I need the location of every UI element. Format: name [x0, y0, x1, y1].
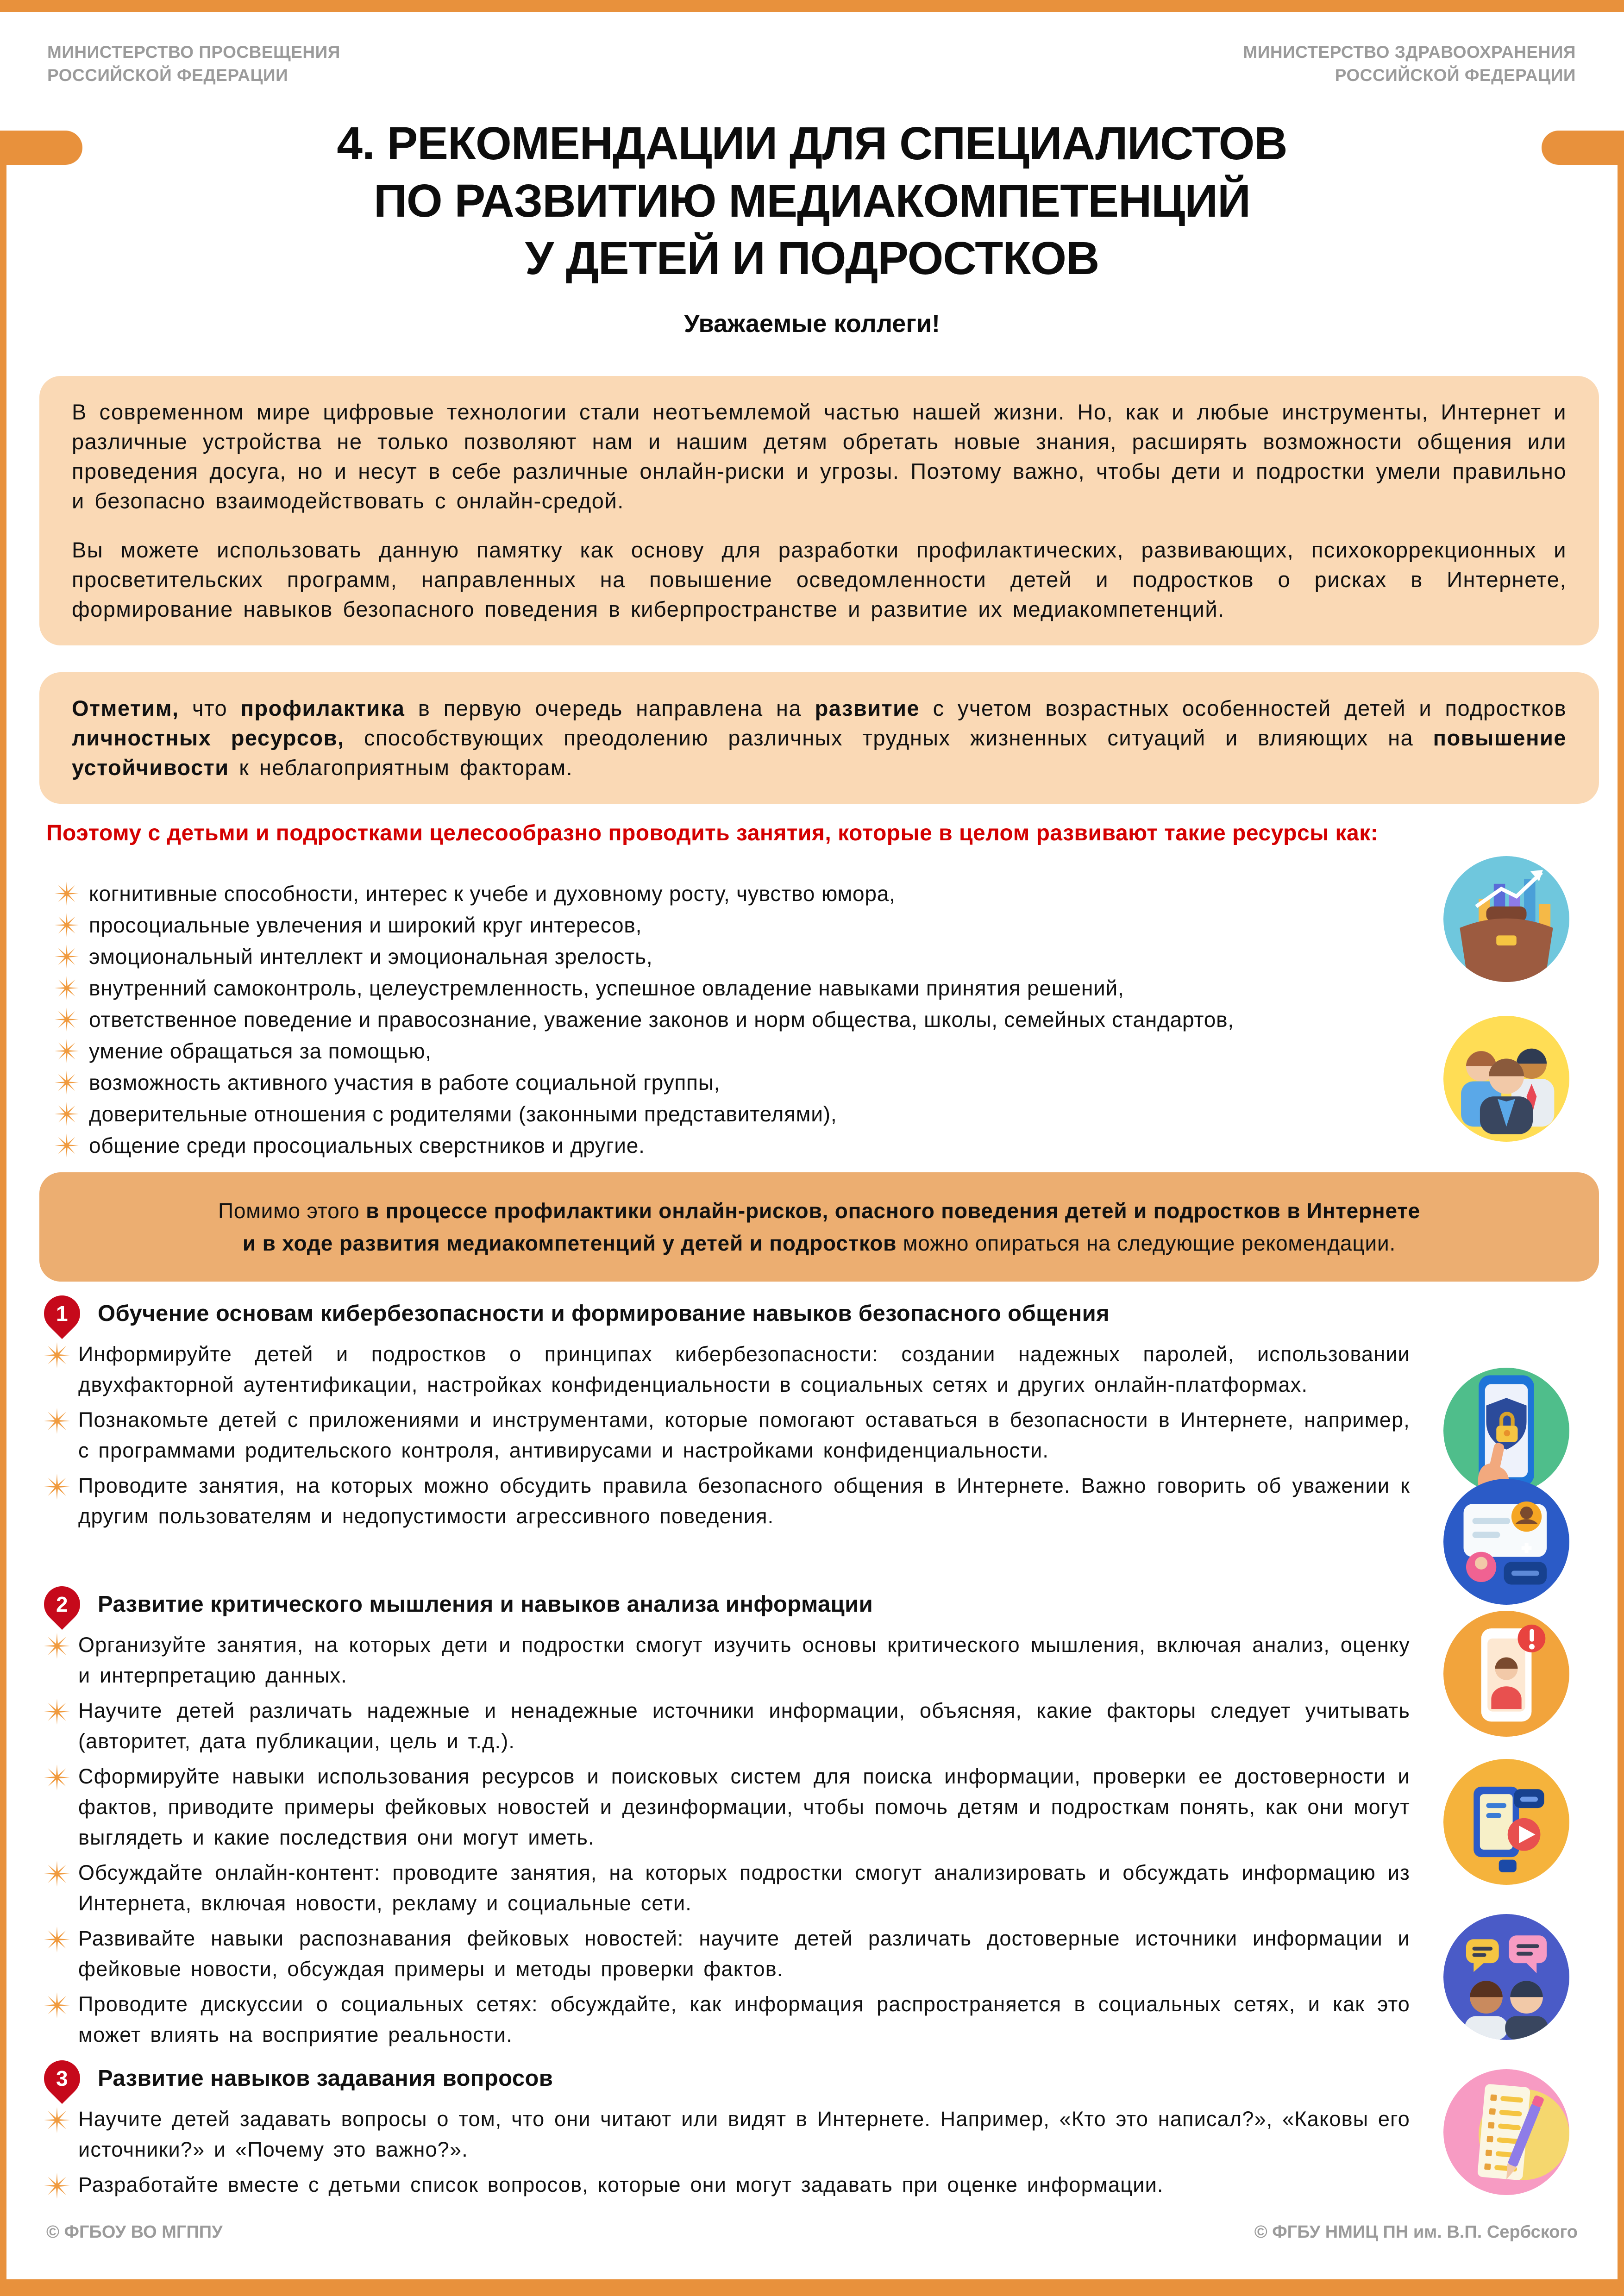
list-item: [44, 1923, 1410, 1984]
list-item-text: когнитивные способности, интерес к учебе и духовному росту, чувство юмора,: [89, 882, 896, 906]
list-item-text: Познакомьте детей с приложениями и инструментами, которые помогают оставаться в безопасности в Интернете, например, с программами родительского контроля, антивирусами и настройками конфиденциальности.: [78, 1408, 1410, 1462]
section-3-badge: 3: [37, 2053, 88, 2104]
bottom-frame-bar: [0, 2279, 1624, 2296]
list-item-text: эмоциональный интеллект и эмоциональная зрелость,: [89, 945, 653, 969]
resources-list: [55, 878, 1398, 1161]
ministry-of-health-label: [1243, 41, 1576, 87]
resources-heading: Поэтому с детьми и подростками целесообразно проводить занятия, которые в целом развивают такие ресурсы как:: [46, 821, 1379, 845]
list-item-text: Информируйте детей и подростков о принципах кибербезопасности: создании надежных паролей, использовании двухфакторной аутентификации, настройках конфиденциальности в социальных сетях и других онлайн-платформах.: [78, 1342, 1410, 1396]
question-checklist-pencil-illustration: [1443, 2069, 1569, 2195]
video-call-alert-illustration: [1443, 1611, 1569, 1737]
list-item: [44, 2104, 1410, 2165]
list-item: [55, 1130, 1398, 1161]
ministry-of-education-label: [47, 41, 340, 87]
section-1-badge: 1: [37, 1288, 88, 1339]
ministry-left-line1: МИНИСТЕРСТВО ПРОСВЕЩЕНИЯ: [47, 43, 340, 62]
list-item-text: доверительные отношения с родителями (законными представителями),: [89, 1102, 837, 1126]
section-1-title: Обучение основам кибербезопасности и формирование навыков безопасного общения: [98, 1301, 1110, 1326]
star-bullet-icon: [44, 2107, 70, 2133]
list-item-text: возможность активного участия в работе социальной группы,: [89, 1070, 721, 1095]
star-bullet-icon: [44, 1861, 70, 1887]
ministry-right-line2: РОССИЙСКОЙ ФЕДЕРАЦИИ: [1335, 65, 1576, 85]
footer: [46, 2222, 1578, 2242]
star-bullet-icon: [55, 1102, 79, 1126]
list-item-text: Научите детей задавать вопросы о том, что они читают или видят в Интернете. Например, «Кто это написал?», «Каковы его источники?» и «Почему это важно?».: [78, 2107, 1410, 2161]
section-3-heading: [44, 2060, 1433, 2096]
section-3-bullets: [44, 2104, 1410, 2205]
greeting-heading: Уважаемые коллеги!: [684, 310, 940, 338]
star-bullet-icon: [44, 1927, 70, 1952]
star-bullet-icon: [44, 1408, 70, 1434]
section-2-heading: [44, 1586, 1433, 1622]
star-bullet-icon: [55, 1039, 79, 1063]
list-item: [44, 1989, 1410, 2050]
star-bullet-icon: [44, 1474, 70, 1500]
intro-text-block: [39, 376, 1599, 645]
list-item: [44, 1695, 1410, 1757]
growth-charts-briefcase-illustration: [1443, 856, 1569, 982]
list-item: [55, 909, 1398, 941]
top-frame-bar: [0, 0, 1624, 12]
list-item: [44, 1339, 1410, 1400]
star-bullet-icon: [44, 1633, 70, 1659]
ministry-right-line1: МИНИСТЕРСТВО ЗДРАВООХРАНЕНИЯ: [1243, 43, 1576, 62]
safe-chat-messages-illustration: [1443, 1479, 1569, 1605]
footer-copyright-right: © ФГБУ НМИЦ ПН им. В.П. Сербского: [1254, 2222, 1578, 2242]
right-frame-bar: [1618, 165, 1624, 2296]
page-title-line3: У ДЕТЕЙ И ПОДРОСТКОВ: [525, 232, 1099, 284]
list-item-text: Организуйте занятия, на которых дети и подростки смогут изучить основы критического мышления, включая анализ, оценку и интерпретацию данных.: [78, 1633, 1410, 1687]
ministry-left-line2: РОССИЙСКОЙ ФЕДЕРАЦИИ: [47, 65, 288, 85]
list-item: [55, 1098, 1398, 1130]
banner-line1: Помимо этого в процессе профилактики онлайн-рисков, опасного поведения детей и подростков в Интернете: [218, 1199, 1421, 1223]
list-item: [44, 1761, 1410, 1853]
list-item-text: умение обращаться за помощью,: [89, 1039, 432, 1063]
star-bullet-icon: [55, 945, 79, 969]
banner-line2: и в ходе развития медиакомпетенций у детей и подростков можно опираться на следующие рекомендации.: [242, 1231, 1396, 1255]
star-bullet-icon: [55, 882, 79, 906]
star-bullet-icon: [55, 913, 79, 937]
list-item: [55, 1035, 1398, 1067]
note-text-block: [39, 672, 1599, 804]
list-item: [55, 1067, 1398, 1098]
team-of-people-illustration: [1443, 1016, 1569, 1142]
intro-paragraph-1: В современном мире цифровые технологии стали неотъемлемой частью нашей жизни. Но, как и любые инструменты, Интернет и различные устройства не только позволяют нам и нашим детям обретать новые знания, расширять возможности общения или проведения досуга, но и несут в себе различные онлайн-риски и угрозы. Поэтому важно, чтобы дети и подростки умели правильно и безопасно взаимодействовать с онлайн-средой.: [72, 400, 1567, 513]
list-item-text: Проводите занятия, на которых можно обсудить правила безопасного общения в Интернете. Важно говорить об уважении к другим пользователям и недопустимости агрессивного поведения.: [78, 1474, 1410, 1528]
section-2-title: Развитие критического мышления и навыков анализа информации: [98, 1592, 873, 1617]
list-item-text: Научите детей различать надежные и ненадежные источники информации, объясняя, какие факторы следует учитывать (авторитет, дата публикации, цель и т.д.).: [78, 1699, 1410, 1753]
list-item-text: внутренний самоконтроль, целеустремленность, успешное овладение навыками принятия решений,: [89, 976, 1124, 1000]
media-content-devices-illustration: [1443, 1759, 1569, 1885]
section-1-heading: [44, 1295, 1433, 1332]
list-item-text: Развивайте навыки распознавания фейковых новостей: научите детей различать достоверные источники информации и фейковые новости, обсуждая примеры и методы проверки фактов.: [78, 1927, 1410, 1981]
list-item-text: Проводите дискуссии о социальных сетях: обсуждайте, как информация распространяется в социальных сетях, и как это может влиять на восприятие реальности.: [78, 1992, 1410, 2046]
section-2-badge: 2: [37, 1579, 88, 1630]
list-item: [44, 2170, 1410, 2200]
peers-discussion-bubbles-illustration: [1443, 1914, 1569, 2040]
list-item-text: общение среди просоциальных сверстников и другие.: [89, 1133, 645, 1157]
list-item-text: Разработайте вместе с детьми список вопросов, которые они могут задавать при оценке информации.: [78, 2173, 1164, 2196]
page-title-line2: ПО РАЗВИТИЮ МЕДИАКОМПЕТЕНЦИЙ: [374, 175, 1250, 227]
recommendations-banner: [39, 1172, 1599, 1282]
star-bullet-icon: [44, 1699, 70, 1725]
list-item-text: Обсуждайте онлайн-контент: проводите занятия, на которых подростки смогут анализировать и обсуждать информацию из Интернета, включая новости, рекламу и социальные сети.: [78, 1861, 1410, 1915]
page-title: [0, 115, 1624, 287]
footer-copyright-left: © ФГБОУ ВО МГППУ: [46, 2222, 223, 2242]
intro-paragraph-2: Вы можете использовать данную памятку как основу для разработки профилактических, развивающих, психокоррекционных и просветительских программ, направленных на повышение осведомленности детей и подростков о рисках в Интернете, формирование навыков безопасного поведения в киберпространстве и развитие их медиакомпетенций.: [72, 538, 1567, 621]
star-bullet-icon: [55, 1133, 79, 1157]
star-bullet-icon: [55, 976, 79, 1000]
list-item-text: Сформируйте навыки использования ресурсов и поисковых систем для поиска информации, проверки ее достоверности и фактов, приводите примеры фейковых новостей и дезинформации, чтобы помочь детям и подросткам понять, как они могут выглядеть и какие последствия они могут иметь.: [78, 1764, 1410, 1849]
list-item: [44, 1470, 1410, 1532]
phone-security-lock-illustration: [1443, 1368, 1569, 1494]
star-bullet-icon: [44, 1764, 70, 1790]
list-item-text: ответственное поведение и правосознание, уважение законов и норм общества, школы, семейных стандартов,: [89, 1007, 1234, 1032]
list-item: [55, 878, 1398, 909]
list-item: [55, 1004, 1398, 1035]
list-item: [44, 1405, 1410, 1466]
note-paragraph: Отметим, что профилактика в первую очередь направлена на развитие с учетом возрастных особенностей детей и подростков личностных ресурсов, способствующих преодолению различных трудных жизненных ситуаций и влияющих на повышение устойчивости к неблагоприятным факторам.: [72, 696, 1567, 780]
star-bullet-icon: [55, 1007, 79, 1032]
list-item: [44, 1630, 1410, 1691]
section-2-bullets: [44, 1630, 1410, 2055]
list-item: [55, 972, 1398, 1004]
list-item: [55, 941, 1398, 972]
list-item-text: просоциальные увлечения и широкий круг интересов,: [89, 913, 642, 937]
star-bullet-icon: [44, 1342, 70, 1368]
page-title-line1: 4. РЕКОМЕНДАЦИИ ДЛЯ СПЕЦИАЛИСТОВ: [337, 118, 1287, 169]
section-3-title: Развитие навыков задавания вопросов: [98, 2066, 553, 2091]
star-bullet-icon: [44, 2173, 70, 2199]
left-frame-bar: [0, 165, 6, 2296]
list-item: [44, 1858, 1410, 1919]
star-bullet-icon: [55, 1070, 79, 1095]
section-1-bullets: [44, 1339, 1410, 1536]
star-bullet-icon: [44, 1992, 70, 2018]
